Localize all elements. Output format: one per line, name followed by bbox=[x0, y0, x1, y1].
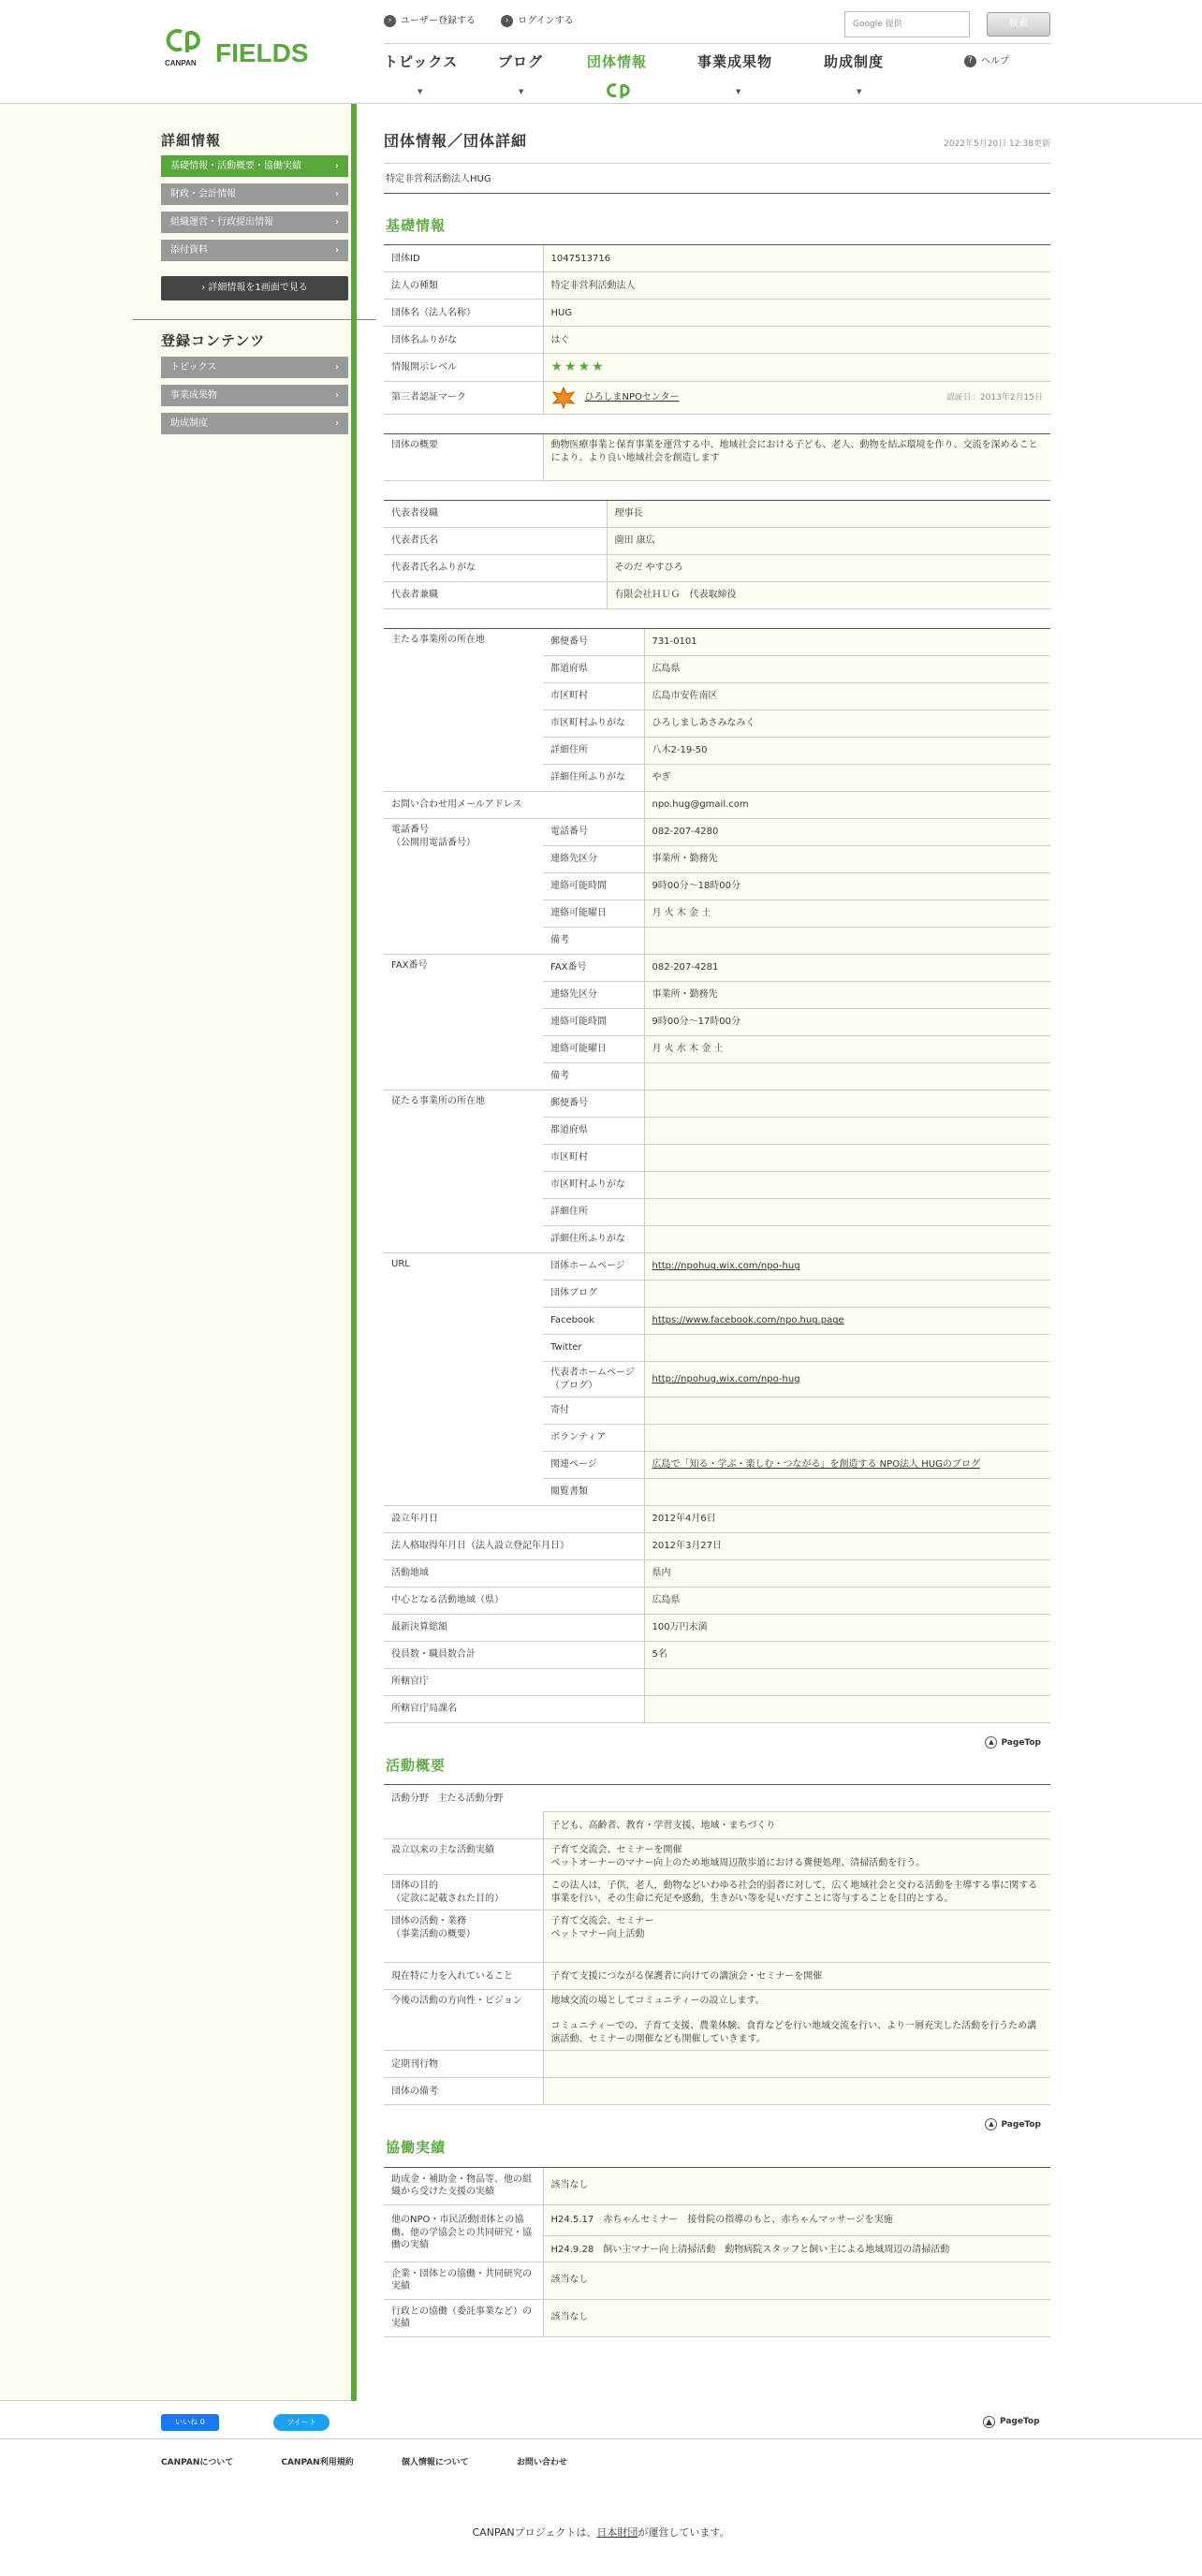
table-row: 代表者兼職 有限会社ＨＵＧ 代表取締役 bbox=[384, 582, 1050, 609]
table-row: 詳細住所 八木2-19-50 bbox=[384, 738, 1050, 765]
table-row: 備考 bbox=[384, 1063, 1050, 1090]
table-row: 連絡可能時間 9時00分～18時00分 bbox=[384, 873, 1050, 900]
table-row: 代表者氏名 薗田 康広 bbox=[384, 528, 1050, 555]
table-row: お問い合わせ用メールアドレス npo.hug@gmail.com bbox=[384, 792, 1050, 819]
table-row: 他のNPO・市民活動団体との協働、他の学協会との共同研究・協働の実績 H24.5.17 赤ちゃんセミナー 接骨院の指導のもと、赤ちゃんマッサージを実施 H24.9.28 飼い主マナー向上清掃活動 動物病院スタッフと飼い主による地域周辺の清掃活動 bbox=[384, 2204, 1050, 2261]
footer-links bbox=[161, 2457, 612, 2468]
top-links bbox=[384, 14, 596, 27]
logo-small-text: CANPAN bbox=[165, 59, 197, 67]
sidebar-item-attachments[interactable]: 添付資料 › bbox=[161, 240, 348, 261]
updated-date: 2022年5月20日 12:38更新 bbox=[944, 139, 1050, 149]
nav-deliverables[interactable]: 事業成果物 bbox=[697, 53, 773, 70]
search-button[interactable]: 検索 bbox=[987, 12, 1050, 37]
table-row: 現在特に力を入れていること 子育て支援につながる保護者に向けての講演会・セミナーを開催 bbox=[384, 1963, 1050, 1990]
arrow-up-icon: ▲ bbox=[985, 1736, 997, 1749]
representative-table bbox=[384, 500, 1050, 609]
table-row: 連絡可能曜日 月 火 木 金 土 bbox=[384, 900, 1050, 928]
table-row: 定期刊行物 bbox=[384, 2051, 1050, 2078]
url-link[interactable]: http://npohug.wix.com/npo-hug bbox=[644, 1253, 1050, 1281]
table-row: 所轄官庁局課名 bbox=[384, 1696, 1050, 1723]
site-search bbox=[844, 11, 1050, 37]
table-row: 電話番号 （公開用電話番号） 電話番号 082-207-4280 bbox=[384, 819, 1050, 846]
table-row: 詳細住所ふりがな やぎ bbox=[384, 765, 1050, 792]
section-activity-title: 活動概要 bbox=[386, 1757, 447, 1775]
table-row: 助成金・補助金・物品等、他の組織から受けた支援の実績 該当なし bbox=[384, 2167, 1050, 2204]
operator-note: CANPANプロジェクトは、日本財団が運営しています。 bbox=[472, 2526, 730, 2539]
table-row: 都道府県 広島県 bbox=[384, 656, 1050, 683]
table-row: 最新決算総額 100万円未満 bbox=[384, 1615, 1050, 1642]
page-title: 団体情報／団体詳細 bbox=[384, 132, 528, 150]
table-row: 都道府県 bbox=[384, 1118, 1050, 1145]
table-row: FAX番号 FAX番号 082-207-4281 bbox=[384, 955, 1050, 982]
chevron-down-icon: ▼ bbox=[857, 88, 862, 95]
table-row: 備考 bbox=[384, 928, 1050, 955]
cert-link[interactable]: ひろしまNPOセンター bbox=[584, 392, 680, 403]
table-row: 連絡可能時間 9時00分～17時00分 bbox=[384, 1009, 1050, 1036]
pagetop-link[interactable]: ▲ PageTop bbox=[384, 1736, 1041, 1749]
view-all-button[interactable]: › 詳細情報を1画面で見る bbox=[161, 276, 348, 300]
main-content bbox=[384, 131, 1050, 2337]
arrow-up-icon: ▲ bbox=[985, 2118, 997, 2130]
table-row: 企業・団体との協働・共同研究の実績 該当なし bbox=[384, 2261, 1050, 2299]
table-row: 行政との協働（委託事業など）の実績 該当なし bbox=[384, 2299, 1050, 2336]
org-name: 特定非営利活動法人HUG bbox=[384, 164, 1050, 195]
table-row: 法人の種類 特定非営利活動法人 bbox=[384, 272, 1050, 300]
sidebar-item-finance[interactable]: 財政・会計情報 › bbox=[161, 183, 348, 205]
chevron-down-icon: ▼ bbox=[519, 88, 524, 95]
table-row: 寄付 bbox=[384, 1398, 1050, 1425]
table-row: 団体の目的 （定款に記載された目的） この法人は，子供，老人，動物などいわゆる社会的弱者に対して，広く地域社会と交わる活動を主導する事に関する事業を行い，その生命に充足や感動，生きがい等を見いだすことに寄与することを目的とする。 bbox=[384, 1875, 1050, 1910]
sidebar-item-grants[interactable]: 助成制度 › bbox=[161, 413, 348, 434]
facebook-like-button[interactable]: いいね 0 bbox=[161, 2414, 219, 2431]
sidebar-item-topics[interactable]: トピックス › bbox=[161, 357, 348, 378]
search-input[interactable]: Google 提供 bbox=[844, 11, 970, 37]
disclosure-level-stars: ★★★★ bbox=[550, 359, 606, 375]
register-link[interactable]: › ユーザー登録する bbox=[384, 15, 476, 28]
footer-link-privacy[interactable]: 個人情報について bbox=[401, 2458, 469, 2467]
nav-grants[interactable]: 助成制度 bbox=[824, 53, 885, 70]
footer-link-about[interactable]: CANPANについて bbox=[161, 2458, 234, 2467]
logo-word: FIELDS bbox=[215, 38, 309, 67]
table-row: 団体ID 1047513716 bbox=[384, 245, 1050, 272]
sidebar-detail-title: 詳細情報 bbox=[161, 132, 222, 149]
chevron-down-icon: ▼ bbox=[418, 88, 423, 95]
table-row: 市区町村 広島市安佐南区 bbox=[384, 683, 1050, 710]
activity-table bbox=[384, 1784, 1050, 2105]
table-row: 代表者ホームページ（ブログ） http://npohug.wix.com/npo-hug bbox=[384, 1362, 1050, 1398]
footer-link-contact[interactable]: お問い合わせ bbox=[516, 2458, 567, 2467]
footer-link-terms[interactable]: CANPAN利用規約 bbox=[281, 2458, 354, 2467]
pagetop-link[interactable]: ▲ PageTop bbox=[384, 2118, 1041, 2130]
arrow-icon: › bbox=[501, 15, 513, 27]
table-row: 設立年月日 2012年4月6日 bbox=[384, 1506, 1050, 1533]
sidebar bbox=[161, 131, 348, 441]
canpan-fields-logo[interactable] bbox=[161, 24, 339, 69]
table-row: 団体の備考 bbox=[384, 2078, 1050, 2105]
table-row: 代表者氏名ふりがな そのだ やすひろ bbox=[384, 555, 1050, 582]
login-link[interactable]: › ログインする bbox=[501, 15, 574, 28]
table-row: URL 団体ホームページ http://npohug.wix.com/npo-hug bbox=[384, 1253, 1050, 1281]
site-header bbox=[0, 0, 1202, 104]
table-row: 関連ページ 広島で「知る・学ぶ・楽しむ・つながる」を創造する NPO法人 HUGのブログ bbox=[384, 1452, 1050, 1479]
sidebar-item-governance[interactable]: 組織運営・行政提出情報 › bbox=[161, 212, 348, 233]
table-row: 団体名ふりがな はぐ bbox=[384, 327, 1050, 354]
table-row: 中心となる活動地域（県） 広島県 bbox=[384, 1588, 1050, 1615]
table-row: 連絡先区分 事業所・勤務先 bbox=[384, 982, 1050, 1009]
table-row: 連絡可能曜日 月 火 水 木 金 土 bbox=[384, 1036, 1050, 1063]
table-row: 第三者認証マーク ひろしまNPOセンター 認証日：2013年2月15日 bbox=[384, 382, 1050, 415]
cert-date: 認証日：2013年2月15日 bbox=[945, 393, 1043, 403]
nippon-foundation-link[interactable]: 日本財団 bbox=[596, 2526, 638, 2539]
arrow-up-icon: ▲ bbox=[983, 2416, 995, 2428]
table-row: 代表者役職 理事長 bbox=[384, 501, 1050, 528]
url-link[interactable]: 広島で「知る・学ぶ・楽しむ・つながる」を創造する NPO法人 HUGのブログ bbox=[644, 1452, 1050, 1479]
section-collab-title: 協働実績 bbox=[386, 2139, 447, 2157]
basic-table bbox=[384, 244, 1050, 415]
cp-mark-icon bbox=[603, 82, 640, 104]
tweet-button[interactable]: ツイート bbox=[273, 2414, 330, 2431]
chevron-down-icon: ▼ bbox=[736, 88, 741, 95]
nav-topics[interactable]: トピックス bbox=[384, 53, 459, 70]
table-row: 市区町村 bbox=[384, 1145, 1050, 1172]
nav-blog[interactable]: ブログ bbox=[498, 53, 544, 70]
contact-table bbox=[384, 628, 1050, 1723]
sidebar-registered-title: 登録コンテンツ bbox=[161, 332, 266, 350]
summary-table bbox=[384, 433, 1050, 481]
table-row: 閲覧書類 bbox=[384, 1479, 1050, 1506]
sidebar-item-deliverables[interactable]: 事業成果物 › bbox=[161, 385, 348, 406]
table-row: 従たる事業所の所在地 郵便番号 bbox=[384, 1090, 1050, 1118]
table-row: 団体名（法人名称） HUG bbox=[384, 300, 1050, 327]
sidebar-item-basic[interactable]: 基礎情報・活動概要・協働実績 › bbox=[161, 155, 348, 177]
table-row: 詳細住所ふりがな bbox=[384, 1226, 1050, 1253]
table-row: 役員数・職員数合計 5名 bbox=[384, 1642, 1050, 1669]
question-icon: ? bbox=[964, 55, 976, 67]
table-row: 団体ブログ bbox=[384, 1281, 1050, 1308]
table-row: 今後の活動の方向性・ビジョン 地域交流の場としてコミュニティーの設立します。 コミュニティーでの、子育て支援、農業体験、食育などを行い地域交流を行い、より一層充実した活動を行うため講演活動、セミナーの開催なども開催していきます。 bbox=[384, 1990, 1050, 2051]
table-row: 主たる事業所の所在地 郵便番号 731-0101 bbox=[384, 629, 1050, 656]
nav-organization[interactable]: 団体情報 bbox=[587, 53, 648, 70]
table-row: Facebook https://www.facebook.com/npo.hug.page bbox=[384, 1308, 1050, 1335]
table-row: 情報開示レベル ★★★★ bbox=[384, 354, 1050, 382]
collab-table bbox=[384, 2167, 1050, 2337]
url-link[interactable]: http://npohug.wix.com/npo-hug bbox=[644, 1362, 1050, 1398]
table-row: 連絡先区分 事業所・勤務先 bbox=[384, 846, 1050, 873]
table-row: 法人格取得年月日（法人設立登記年月日） 2012年3月27日 bbox=[384, 1533, 1050, 1560]
help-link[interactable]: ? ヘルプ bbox=[964, 55, 1009, 68]
table-row: 活動地域 県内 bbox=[384, 1560, 1050, 1588]
table-row: 設立以来の主な活動実績 子育て交流会、セミナーを開催 ペットオーナーのマナー向上のため地域周辺散歩道における糞便処理、清掃活動を行う。 bbox=[384, 1839, 1050, 1875]
table-row: 子ども、高齢者、教育・学習支援、地域・まちづくり bbox=[384, 1812, 1050, 1839]
table-row: 団体の概要 動物医療事業と保育事業を運営する中、地域社会における子ども、老人、動物を結ぶ環境を作り、交流を深めることにより、より良い地域社会を創造します bbox=[384, 434, 1050, 481]
table-row: 団体の活動・業務 （事業活動の概要） 子育て交流会、セミナー ペットマナー向上活動 bbox=[384, 1910, 1050, 1963]
maple-leaf-icon bbox=[551, 387, 576, 409]
table-row: 市区町村ふりがな bbox=[384, 1172, 1050, 1199]
table-row: 活動分野 主たる活動分野 bbox=[384, 1785, 1050, 1812]
table-row: 詳細住所 bbox=[384, 1199, 1050, 1226]
pagetop-link[interactable]: ▲ PageTop bbox=[983, 2416, 1040, 2428]
arrow-icon: › bbox=[384, 15, 396, 27]
url-link[interactable]: https://www.facebook.com/npo.hug.page bbox=[644, 1308, 1050, 1335]
section-basic-title: 基礎情報 bbox=[386, 217, 447, 235]
table-row: ボランティア bbox=[384, 1425, 1050, 1452]
table-row: Twitter bbox=[384, 1335, 1050, 1362]
table-row: 所轄官庁 bbox=[384, 1669, 1050, 1696]
site-footer bbox=[0, 2401, 1202, 2576]
table-row: 市区町村ふりがな ひろしましあさみなみく bbox=[384, 710, 1050, 738]
